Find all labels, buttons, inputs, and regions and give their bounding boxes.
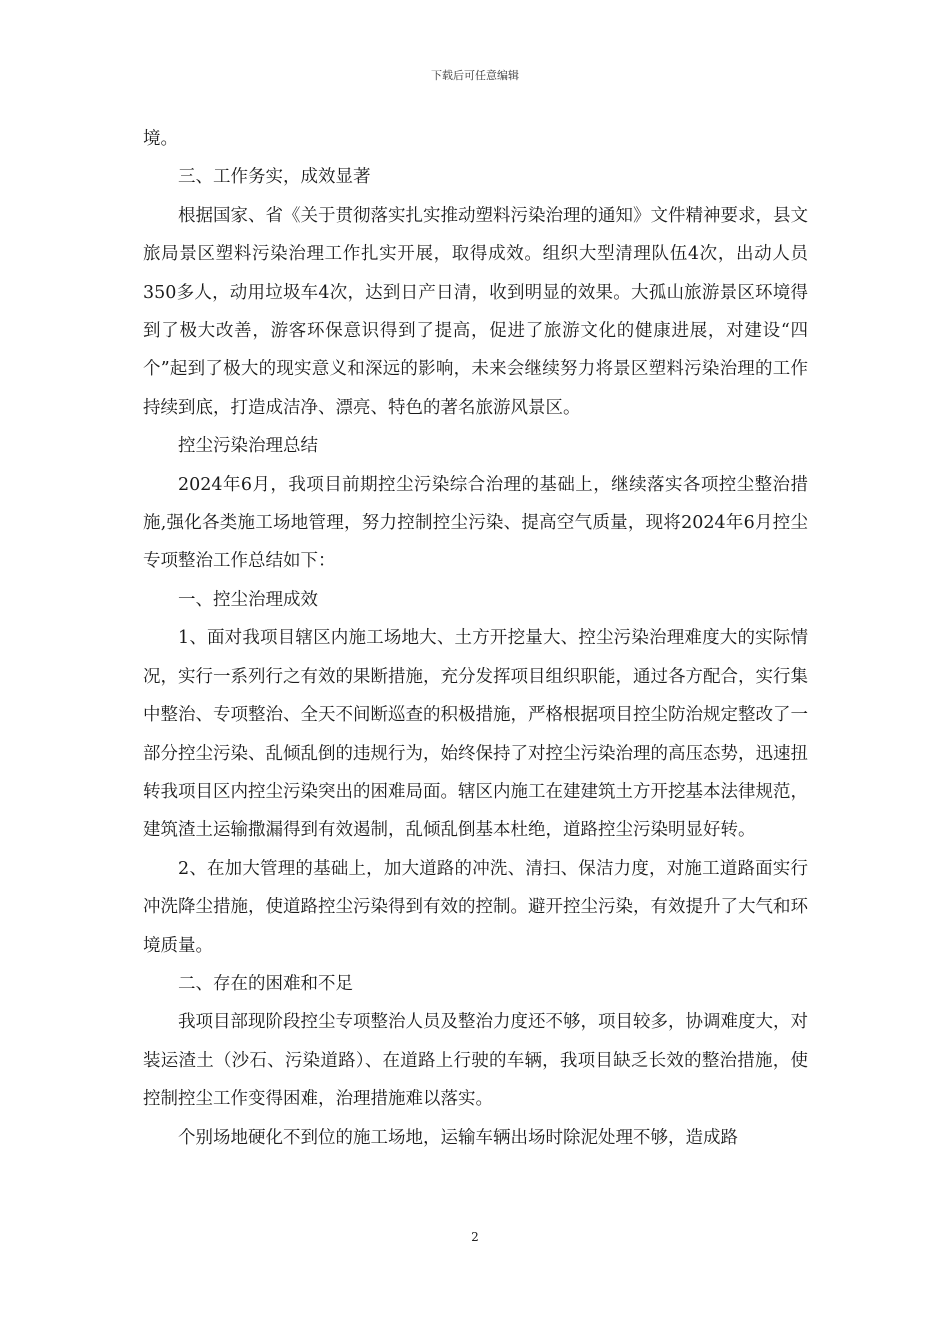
section-heading: 一、控尘治理成效	[178, 589, 318, 610]
document-body	[143, 120, 808, 1157]
section-heading: 二、存在的困难和不足	[178, 973, 353, 994]
section-heading: 三、工作务实，成效显著	[178, 167, 371, 188]
section-heading: 控尘污染治理总结	[178, 436, 318, 457]
paragraph: 我项目部现阶段控尘专项整治人员及整治力度还不够，项目较多，协调难度大，对装运渣土（沙石、污染道路）、在道路上行驶的车辆，我项目缺乏长效的整治措施，使控制控尘工作变得困难，治理措施难以落实。	[143, 1012, 808, 1110]
paragraph: 1、面对我项目辖区内施工场地大、土方开挖量大、控尘污染治理难度大的实际情况，实行一系列行之有效的果断措施，充分发挥项目组织职能，通过各方配合，实行集中整治、专项整治、全天不间断巡查的积极措施，严格根据项目控尘防治规定整改了一部分控尘污染、乱倾乱倒的违规行为，始终保持了对控尘污染治理的高压态势，迅速扭转我项目区内控尘污染突出的困难局面。辖区内施工在建建筑土方开挖基本法律规范，建筑渣土运输撒漏得到有效遏制，乱倾乱倒基本杜绝，道路控尘污染明显好转。	[143, 628, 808, 841]
page-number: 2	[471, 1230, 479, 1244]
paragraph: 2024年6月，我项目前期控尘污染综合治理的基础上，继续落实各项控尘整治措施,强化各类施工场地管理，努力控制控尘污染、提高空气质量，现将2024年6月控尘专项整治工作总结如下：	[143, 474, 808, 572]
page-header: 下载后可任意编辑	[431, 69, 519, 82]
paragraph: 个别场地硬化不到位的施工场地，运输车辆出场时除泥处理不够，造成路	[178, 1127, 738, 1148]
paragraph: 境。	[143, 129, 178, 149]
paragraph: 2、在加大管理的基础上，加大道路的冲洗、清扫、保洁力度，对施工道路面实行冲洗降尘措施，使道路控尘污染得到有效的控制。避开控尘污染，有效提升了大气和环境质量。	[143, 858, 808, 956]
paragraph: 根据国家、省《关于贯彻落实扎实推动塑料污染治理的通知》文件精神要求，县文旅局景区塑料污染治理工作扎实开展，取得成效。组织大型清理队伍4次，出动人员350多人，动用垃圾车4次，达到日产日清，收到明显的效果。大孤山旅游景区环境得到了极大改善，游客环保意识得到了提高，促进了旅游文化的健康进展，对建设“四个”起到了极大的现实意义和深远的影响，未来会继续努力将景区塑料污染治理的工作持续到底，打造成洁净、漂亮、特色的著名旅游风景区。	[143, 205, 808, 418]
